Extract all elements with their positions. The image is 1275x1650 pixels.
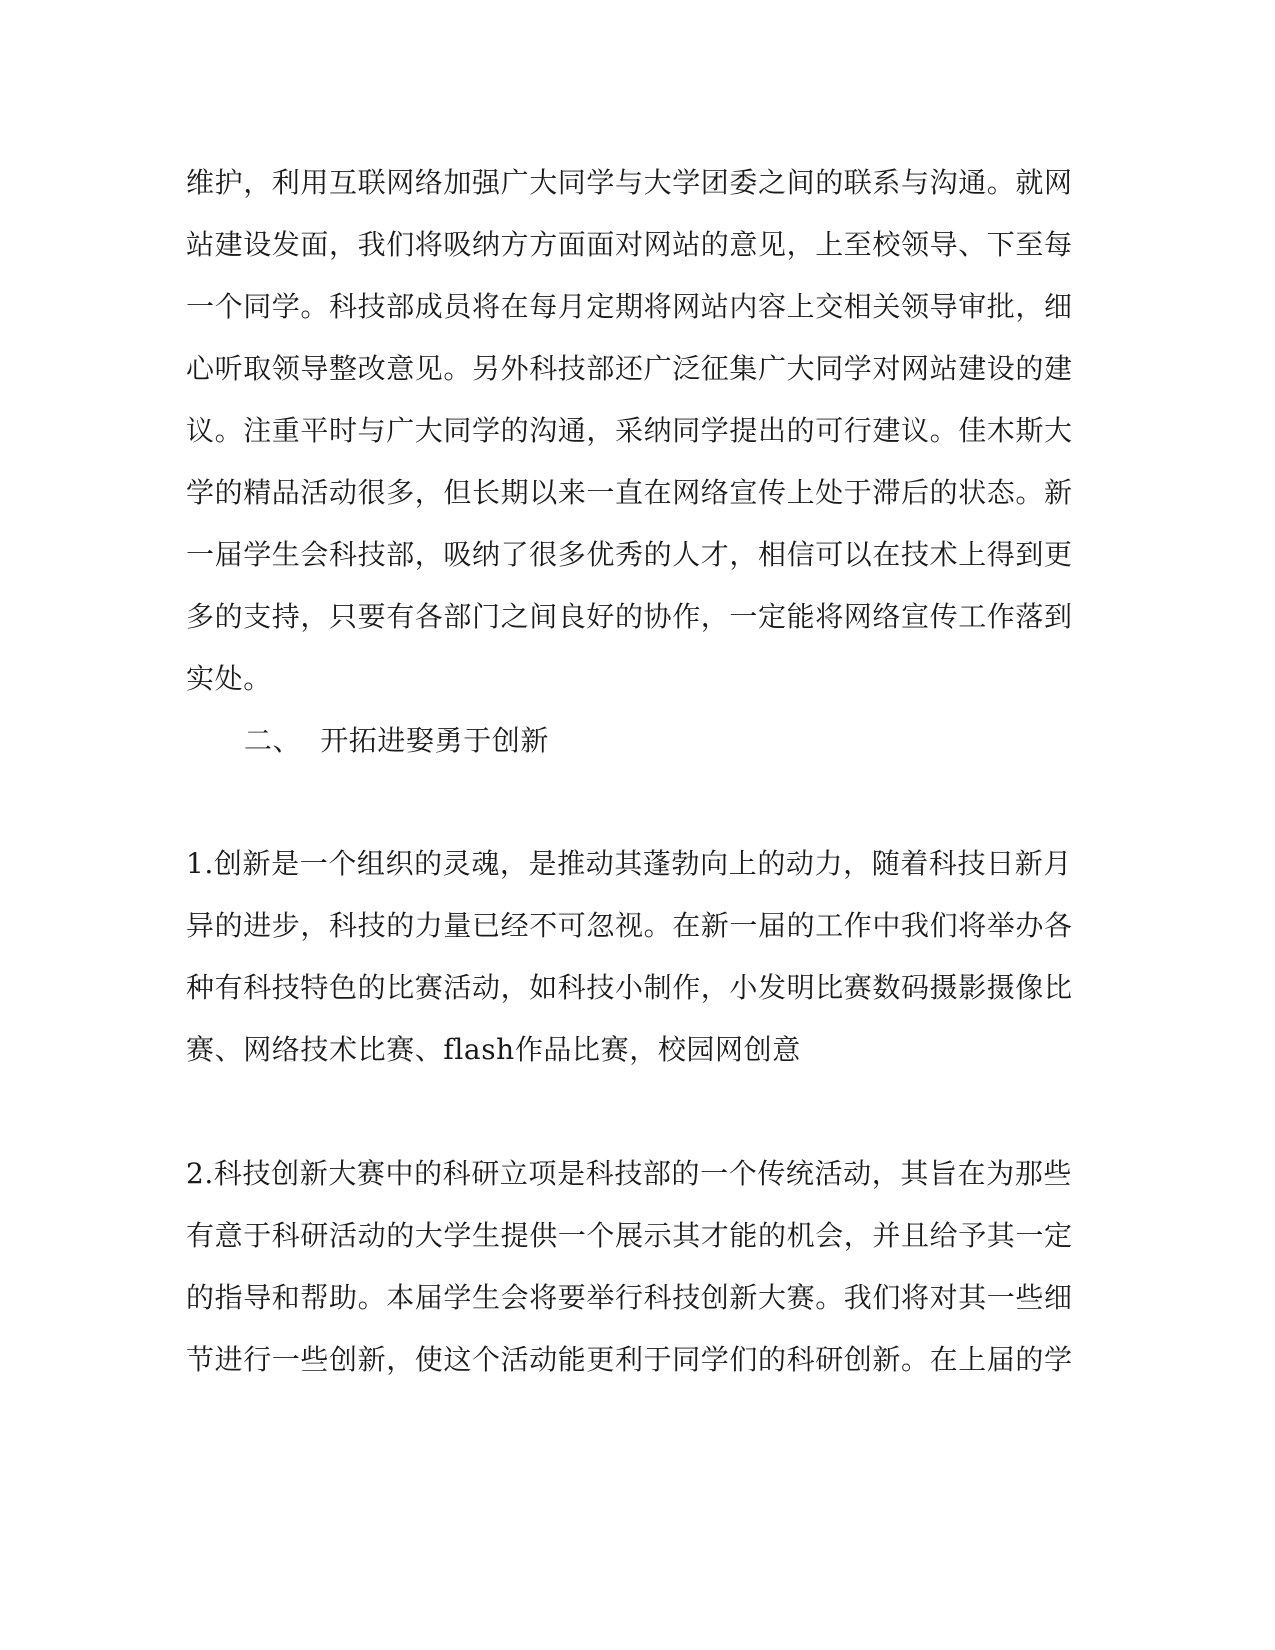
paragraph-1-line-2: 站建设发面，我们将吸纳方方面面对网站的意见，上至校领导、下至每 [186,228,1073,261]
paragraph-1-line-8: 多的支持，只要有各部门之间良好的协作，一定能将网络宣传工作落到 [186,600,1073,633]
paragraph-1-line-7: 一届学生会科技部，吸纳了很多优秀的人才，相信可以在技术上得到更 [186,538,1073,571]
paragraph-3-line-1: 2.科技创新大赛中的科研立项是科技部的一个传统活动，其旨在为那些 [186,1157,1072,1190]
paragraph-2-line-1: 1.创新是一个组织的灵魂，是推动其蓬勃向上的动力，随着科技日新月 [186,847,1072,880]
paragraph-1-line-1: 维护，利用互联网络加强广大同学与大学团委之间的联系与沟通。就网 [186,166,1073,199]
paragraph-1-line-9: 实处。 [186,662,272,695]
paragraph-3-line-4: 节进行一些创新，使这个活动能更利于同学们的科研创新。在上届的学 [186,1343,1073,1376]
paragraph-1-line-3: 一个同学。科技部成员将在每月定期将网站内容上交相关领导审批，细 [186,290,1073,323]
paragraph-1-line-6: 学的精品活动很多，但长期以来一直在网络宣传上处于滞后的状态。新 [186,476,1073,509]
paragraph-2-line-2: 异的进步，科技的力量已经不可忽视。在新一届的工作中我们将举办各 [186,909,1073,942]
paragraph-2-line-4: 赛、网络技术比赛、flash作品比赛，校园网创意 [186,1033,801,1066]
paragraph-1-line-5: 议。注重平时与广大同学的沟通，采纳同学提出的可行建议。佳木斯大 [186,414,1073,447]
paragraph-1-line-4: 心听取领导整改意见。另外科技部还广泛征集广大同学对网站建设的建 [186,352,1073,385]
section-heading: 二、 开拓进娶勇于创新 [244,724,550,757]
paragraph-3-line-3: 的指导和帮助。本届学生会将要举行科技创新大赛。我们将对其一些细 [186,1281,1073,1314]
paragraph-2-line-3: 种有科技特色的比赛活动，如科技小制作，小发明比赛数码摄影摄像比 [186,971,1073,1004]
paragraph-3-line-2: 有意于科研活动的大学生提供一个展示其才能的机会，并且给予其一定 [186,1219,1073,1252]
